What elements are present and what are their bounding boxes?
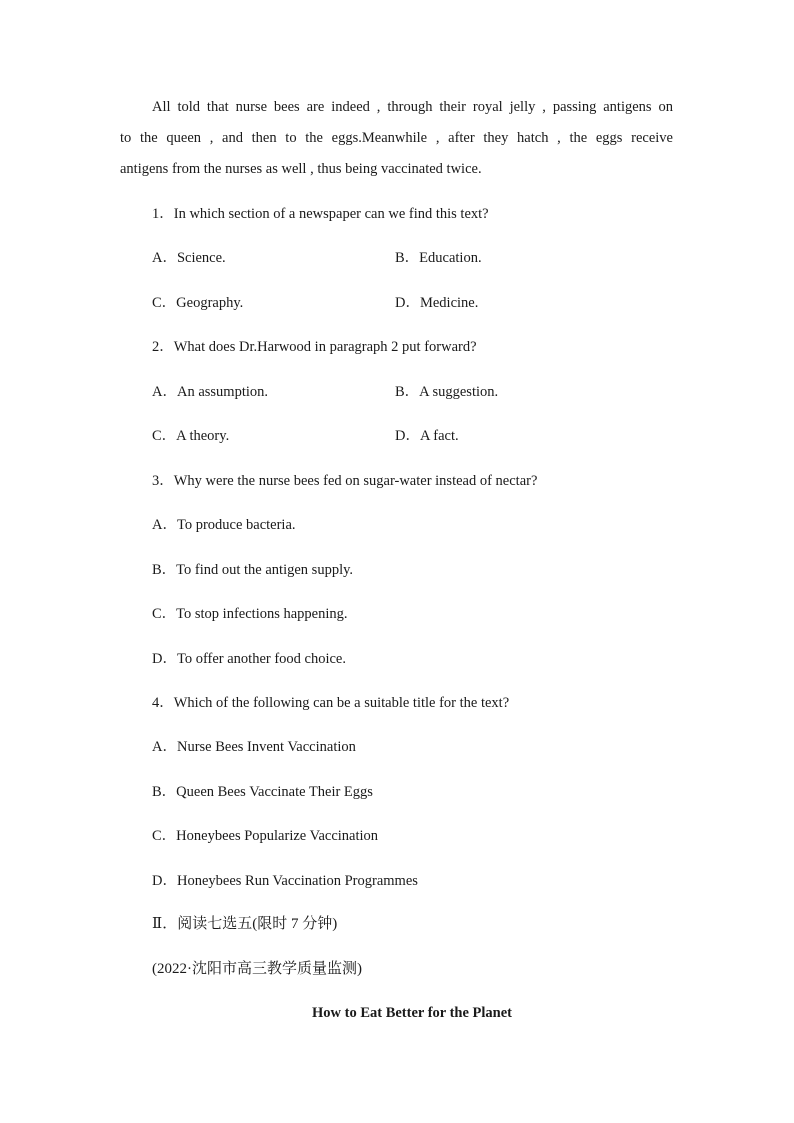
question-3-option-d: D．To offer another food choice. [152,651,346,667]
section-2-source: (2022·沈阳市高三教学质量监测) [152,961,362,977]
question-1-option-c: C．Geography. [152,295,244,311]
question-4-option-b: B．Queen Bees Vaccinate Their Eggs [152,784,373,800]
question-4-option-c: C．Honeybees Popularize Vaccination [152,828,379,844]
question-1-stem: 1．In which section of a newspaper can we find this text? [152,206,489,222]
question-3-option-b: B．To find out the antigen supply. [152,562,354,578]
passage-line-2: to the queen , and then to the eggs.Meanwhile , after they hatch , the eggs receive [120,130,673,146]
passage-line-3: antigens from the nurses as well , thus being vaccinated twice. [120,161,482,177]
section-2-title: How to Eat Better for the Planet [312,1005,512,1021]
question-2-option-d: D．A fact. [395,428,459,444]
question-2-option-c: C．A theory. [152,428,230,444]
question-4-stem: 4．Which of the following can be a suitable title for the text? [152,695,510,711]
section-2-heading: Ⅱ．阅读七选五(限时 7 分钟) [152,916,338,932]
question-1-option-d: D．Medicine. [395,295,479,311]
question-2-option-b: B．A suggestion. [395,384,499,400]
question-4-option-a: A．Nurse Bees Invent Vaccination [152,739,356,755]
passage-line-1: All told that nurse bees are indeed , through their royal jelly , passing antigens on [152,99,673,115]
question-1-option-a: A．Science. [152,250,226,266]
question-3-stem: 3．Why were the nurse bees fed on sugar-water instead of nectar? [152,473,538,489]
question-3-option-c: C．To stop infections happening. [152,606,348,622]
question-3-option-a: A．To produce bacteria. [152,517,296,533]
question-1-option-b: B．Education. [395,250,482,266]
question-2-option-a: A．An assumption. [152,384,268,400]
question-2-stem: 2．What does Dr.Harwood in paragraph 2 put forward? [152,339,477,355]
question-4-option-d: D．Honeybees Run Vaccination Programmes [152,873,418,889]
